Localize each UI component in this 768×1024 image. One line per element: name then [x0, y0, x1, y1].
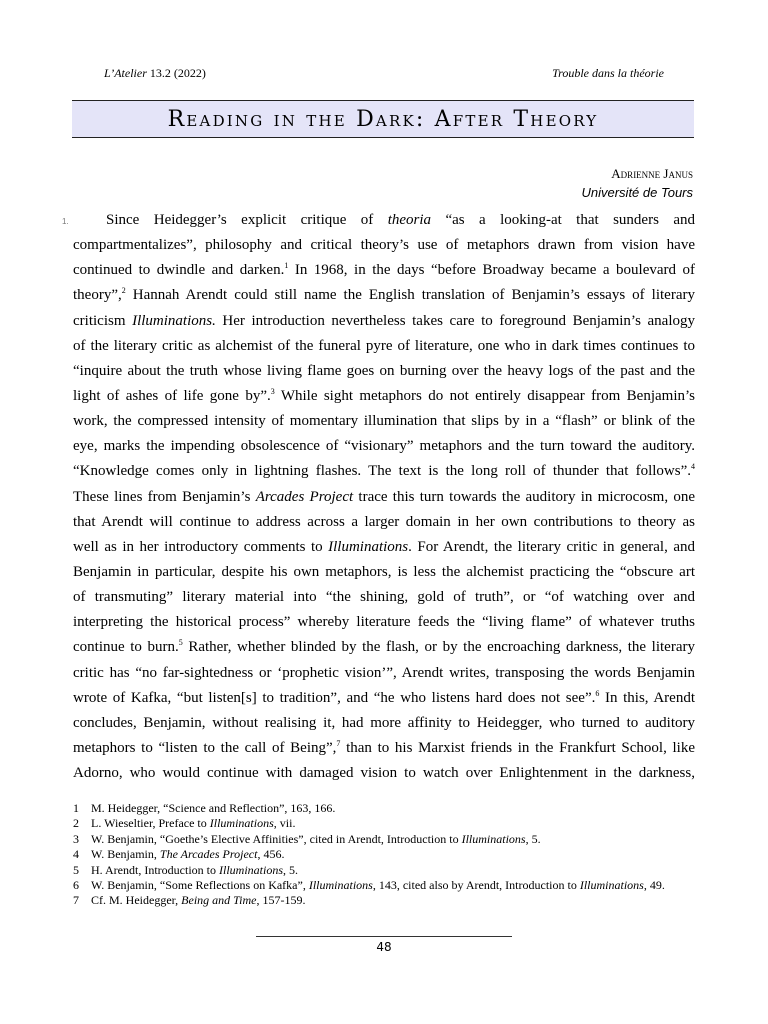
- text-run: In this, Arendt: [599, 689, 695, 706]
- text-run: Her introduction nevertheless takes care to foreground Benjamin’s analogy: [215, 312, 695, 329]
- text-run: , 49.: [643, 878, 665, 893]
- text-run: L. Wieseltier, Preface to: [91, 816, 210, 831]
- text-run: , 5.: [283, 862, 298, 877]
- footnote-text: [91, 863, 695, 878]
- italic-text: Illuminations: [209, 816, 274, 831]
- text-run: of transmuting” literary material into “the shining, gold of truth”, or “of watching over and: [73, 589, 695, 606]
- footnote-reference: 7: [336, 738, 341, 748]
- text-run: light of ashes of life gone by”.: [73, 387, 271, 404]
- footnote-number: 3: [73, 831, 79, 846]
- text-line: [73, 610, 695, 635]
- journal-reference: [104, 66, 206, 81]
- text-run: . For Arendt, the literary critic in general, and: [408, 538, 695, 555]
- text-line: [73, 384, 695, 409]
- journal-name: L’Atelier: [104, 66, 147, 80]
- text-run: Cf. M. Heidegger,: [91, 893, 182, 908]
- footnote-text: [91, 893, 695, 908]
- footnote: [73, 816, 695, 831]
- author-name: Adrienne Janus: [611, 166, 693, 181]
- title-banner: [72, 100, 694, 138]
- section-title: Trouble dans la théorie: [552, 66, 664, 80]
- footnote-number: 5: [73, 862, 79, 877]
- text-run: Benjamin in particular, despite his own metaphors, is less the alchemist practicing the “obscure art: [73, 563, 695, 580]
- footnote-reference: 6: [595, 688, 600, 698]
- italic-text: The Arcades Project: [159, 847, 258, 862]
- text-run: Rather, whether blinded by the flash, or by the encroaching darkness, the literary: [182, 639, 695, 656]
- footnote-number: 7: [73, 893, 79, 908]
- text-run: , 143, cited also by Arendt, Introduction to: [372, 878, 580, 893]
- footnote: [73, 832, 695, 847]
- text-line: [73, 736, 695, 761]
- text-line: [73, 686, 695, 711]
- text-run: than to his Marxist friends in the Frankfurt School, like: [340, 739, 695, 756]
- footnote: [73, 847, 695, 862]
- text-line: [73, 459, 695, 484]
- text-run: criticism: [73, 312, 133, 329]
- footnote: [73, 878, 695, 893]
- text-line: [73, 309, 695, 334]
- text-run: continue to burn.: [73, 639, 179, 656]
- text-run: , 157-159.: [256, 893, 306, 908]
- footnote: [73, 863, 695, 878]
- text-run: wrote of Kafka, “but listen[s] to tradition”, and “he who listens hard does not see”.: [73, 689, 596, 706]
- page-number-rule: [256, 936, 512, 937]
- page-number: 48: [376, 940, 392, 954]
- text-run: that Arendt will continue to address across a larger domain in her own contributions to theory as: [73, 513, 695, 530]
- text-run: trace this turn towards the auditory in microcosm, one: [353, 488, 695, 505]
- footnote-number: 1: [73, 801, 79, 815]
- text-run: W. Benjamin, “Some Reflections on Kafka”,: [91, 878, 309, 893]
- text-run: Hannah Arendt could still name the English translation of Benjamin’s essays of literary: [125, 287, 695, 304]
- text-line: [73, 434, 695, 459]
- italic-text: Illuminations: [308, 878, 373, 893]
- text-line: [73, 661, 695, 686]
- text-line: [73, 334, 695, 359]
- text-line: [73, 510, 695, 535]
- text-run: “as a looking-at that sunders and: [431, 212, 695, 228]
- italic-text: theoria: [387, 212, 432, 228]
- text-run: W. Benjamin,: [91, 847, 160, 862]
- footnote-text: [91, 801, 695, 816]
- text-run: continued to dwindle and darken.: [73, 262, 285, 279]
- footnote-reference: 2: [121, 286, 126, 296]
- text-line: [73, 761, 695, 786]
- journal-issue: 13.2 (2022): [146, 66, 206, 80]
- text-run: Adorno, who would continue with damaged vision to watch over Enlightenment in the darkness,: [73, 765, 695, 782]
- footnote-text: [91, 847, 695, 862]
- text-run: metaphors to “listen to the call of Being”,: [73, 739, 337, 756]
- text-run: H. Arendt, Introduction to: [91, 862, 219, 877]
- italic-text: Arcades Project: [255, 488, 354, 505]
- italic-text: Illuminations: [579, 878, 644, 893]
- footnote-number: 6: [73, 878, 79, 893]
- text-run: theory”,: [73, 287, 122, 304]
- text-run: well as in her introductory comments to: [73, 538, 329, 555]
- italic-text: Illuminations: [461, 831, 526, 846]
- text-run: eye, marks the impending obsolescence of “visionary” metaphors and the turn toward the auditory.: [73, 438, 695, 455]
- text-line: [73, 233, 695, 258]
- footnote: [73, 893, 695, 908]
- text-run: M. Heidegger, “Science and Reflection”, 163, 166.: [91, 801, 336, 815]
- footnote-reference: 1: [284, 261, 289, 271]
- footnote-reference: 4: [691, 462, 695, 472]
- text-line: [73, 359, 695, 384]
- text-line: [73, 258, 695, 283]
- text-run: These lines from Benjamin’s: [73, 488, 256, 505]
- body-text: [73, 208, 695, 786]
- footnotes: [73, 801, 695, 909]
- text-line: [73, 208, 695, 233]
- italic-text: Illuminations: [218, 862, 283, 877]
- text-run: work, the compressed intensity of momentary illumination that slips by in a “flash” or blink of the: [73, 413, 695, 430]
- text-line: [73, 585, 695, 610]
- article-title: Reading in the Dark: After Theory: [167, 106, 599, 132]
- text-run: critic has “no far-sightedness or ‘prophetic vision’”, Arendt writes, transposing the words Benjamin: [73, 664, 695, 681]
- text-run: , vii.: [273, 816, 296, 831]
- text-run: W. Benjamin, “Goethe’s Elective Affinities”, cited in Arendt, Introduction to: [91, 831, 462, 846]
- text-line: [73, 535, 695, 560]
- text-run: Since Heidegger’s explicit critique of: [106, 212, 388, 228]
- text-line: [73, 409, 695, 434]
- text-run: of the literary critic as alchemist of the funeral pyre of literature, one who in dark times continues to: [73, 337, 695, 354]
- footnote-reference: 3: [270, 386, 275, 396]
- text-line: [73, 560, 695, 585]
- italic-text: Illuminations.: [132, 312, 216, 329]
- footnote-text: [91, 832, 695, 847]
- text-line: [73, 711, 695, 736]
- text-line: [73, 485, 695, 510]
- italic-text: Being and Time: [181, 893, 257, 908]
- text-run: concludes, Benjamin, without realising it, had more affinity to Heidegger, who turned to auditory: [73, 714, 695, 731]
- footnote: [73, 801, 695, 816]
- text-run: “inquire about the truth whose living flame goes on burning over the heavy logs of the past and the: [73, 362, 695, 379]
- text-run: , 456.: [257, 847, 285, 862]
- paragraph-number: 1.: [62, 217, 69, 226]
- footnote-text: [91, 878, 695, 893]
- footnote-number: 2: [73, 816, 79, 831]
- footnote-number: 4: [73, 847, 79, 862]
- footnote-text: [91, 816, 695, 831]
- text-line: [73, 283, 695, 308]
- text-run: compartmentalizes”, philosophy and critical theory’s use of metaphors drawn from vision have: [73, 237, 695, 254]
- footnote-reference: 5: [178, 638, 183, 648]
- text-line: [73, 635, 695, 660]
- text-run: In 1968, in the days “before Broadway became a boulevard of: [288, 262, 695, 279]
- text-run: , 5.: [525, 831, 541, 846]
- text-run: “Knowledge comes only in lightning flashes. The text is the long roll of thunder that follows”.: [73, 463, 691, 480]
- text-run: While sight metaphors do not entirely disappear from Benjamin’s: [274, 387, 695, 404]
- text-run: interpreting the historical process” whereby literature feeds the “living flame” of whatever truths: [73, 614, 695, 631]
- author-affiliation: Université de Tours: [581, 185, 693, 200]
- italic-text: Illuminations: [328, 538, 409, 555]
